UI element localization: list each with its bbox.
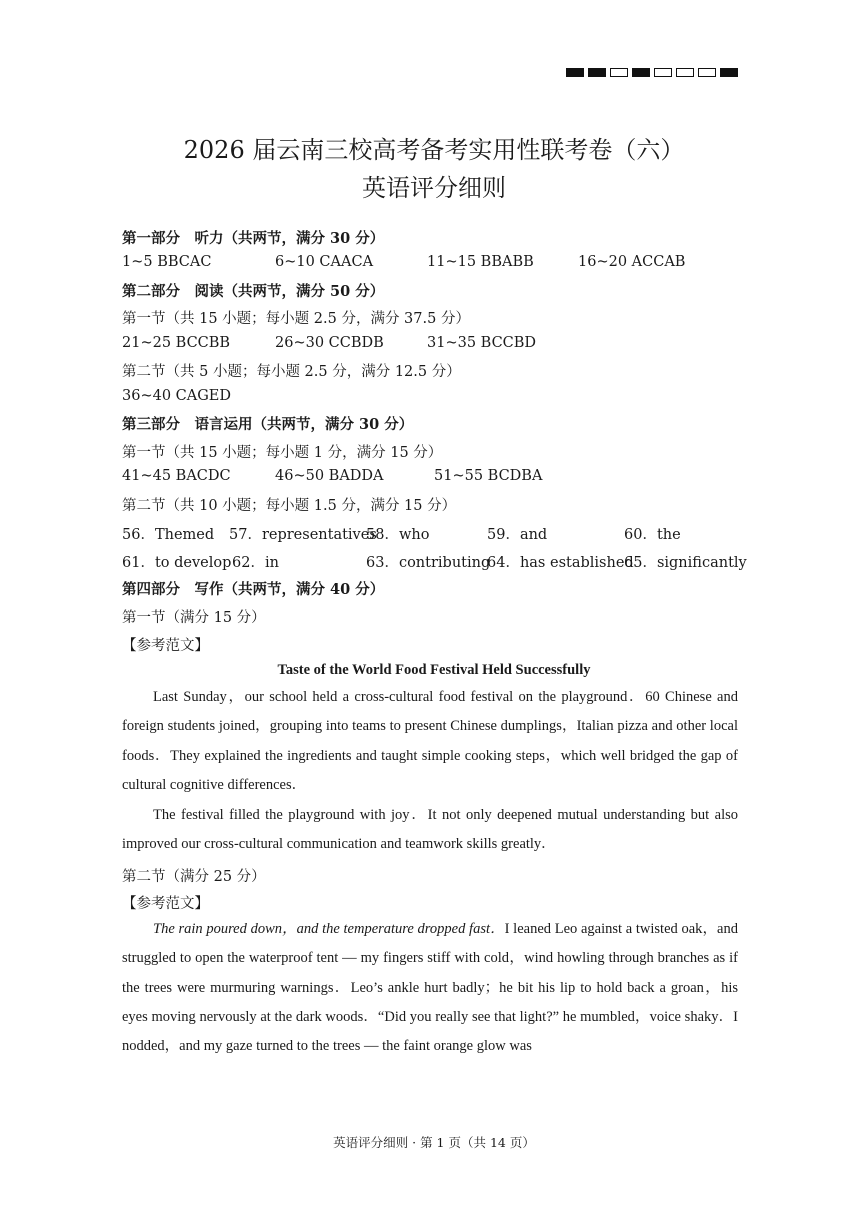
answer-group: 6~10 CAACA: [275, 254, 374, 270]
part3-section2: 第二节（共 10 小题；每小题 1.5 分，满分 15 分）: [122, 498, 457, 514]
sample-story-label: 【参考范文】: [122, 896, 209, 912]
essay-paragraph-2: The festival filled the playground with joy．It not only deepened mutual understanding but also improved our cross-cultural communication and teamwork skills greatly．: [122, 807, 738, 853]
fill-answer: 57．representatives: [229, 527, 377, 543]
answer-group: 46~50 BADDA: [275, 468, 384, 484]
part4-heading: 第四部分 写作（共两节，满分 40 分）: [122, 581, 385, 598]
answer-group: 21~25 BCCBB: [122, 335, 231, 351]
part1-heading: 第一部分 听力（共两节，满分 30 分）: [122, 230, 385, 247]
page-title: 2026 届云南三校高考备考实用性联考卷（六）: [183, 136, 685, 164]
fill-answer: 59．and: [487, 527, 548, 543]
filled-square-mark: [632, 68, 650, 77]
fill-answer: 64．has established: [487, 555, 634, 571]
filled-square-mark: [720, 68, 738, 77]
essay-title: Taste of the World Food Festival Held Successfully: [277, 662, 591, 678]
story-text: I leaned Leo against a twisted oak，and struggled to open the waterproof tent — my fingers stiff with cold，wind howling through branches as if the trees were murmuring warnings．Leo’s ankle hurt badly；he bit his lip to hold back a groan，his eyes moving nervously at the dark woods．“Did you really see that light?” he mumbled，voice shaky．I nodded，and my gaze turned to the trees — the faint orange glow was: [122, 921, 738, 1055]
part4-section2: 第二节（满分 25 分）: [122, 869, 266, 885]
part3-heading: 第三部分 语言运用（共两节，满分 30 分）: [122, 416, 414, 433]
story-paragraph: [122, 915, 738, 1061]
answer-group: 26~30 CCBDB: [275, 335, 384, 351]
part3-section1: 第一节（共 15 小题；每小题 1 分，满分 15 分）: [122, 445, 443, 461]
page-subtitle: 英语评分细则: [362, 174, 506, 202]
part2-section2: 第二节（共 5 小题；每小题 2.5 分，满分 12.5 分）: [122, 364, 461, 380]
essay-paragraph-1: Last Sunday，our school held a cross-cultural food festival on the playground．60 Chinese and foreign students joined，grouping into teams to present Chinese dumplings，Italian pizza and other local foods．They explained the ingredients and taught simple cooking steps，which well bridged the gap of cultural cognitive differences．: [122, 689, 738, 793]
hollow-square-mark: [676, 68, 694, 77]
hollow-square-mark: [610, 68, 628, 77]
filled-square-mark: [588, 68, 606, 77]
sample-essay-label: 【参考范文】: [122, 638, 209, 654]
fill-answer: 58．who: [366, 527, 430, 543]
answer-group: 41~45 BACDC: [122, 468, 231, 484]
fill-answer: 62．in: [232, 555, 279, 571]
fill-answer: 60．the: [624, 527, 681, 543]
part2-heading: 第二部分 阅读（共两节，满分 50 分）: [122, 283, 385, 300]
story-italic-opening: The rain poured down，and the temperature dropped fast．: [153, 921, 505, 937]
hollow-square-mark: [654, 68, 672, 77]
answer-group: 11~15 BBABB: [427, 254, 534, 270]
fill-answer: 61．to develop: [122, 555, 232, 571]
page-footer: 英语评分细则 · 第 1 页（共 14 页）: [333, 1135, 535, 1150]
answer-group: 16~20 ACCAB: [578, 254, 686, 270]
answer-group: 51~55 BCDBA: [434, 468, 543, 484]
part2-section1: 第一节（共 15 小题；每小题 2.5 分，满分 37.5 分）: [122, 311, 470, 327]
fill-answer: 65．significantly: [624, 555, 747, 571]
fill-answer: 63．contributing: [366, 555, 491, 571]
filled-square-mark: [566, 68, 584, 77]
header-marks: [566, 68, 738, 77]
answer-group: 1~5 BBCAC: [122, 254, 212, 270]
answer-group: 36~40 CAGED: [122, 388, 232, 404]
answer-group: 31~35 BCCBD: [427, 335, 537, 351]
fill-answer: 56．Themed: [122, 527, 215, 543]
hollow-square-mark: [698, 68, 716, 77]
part4-section1: 第一节（满分 15 分）: [122, 610, 266, 626]
